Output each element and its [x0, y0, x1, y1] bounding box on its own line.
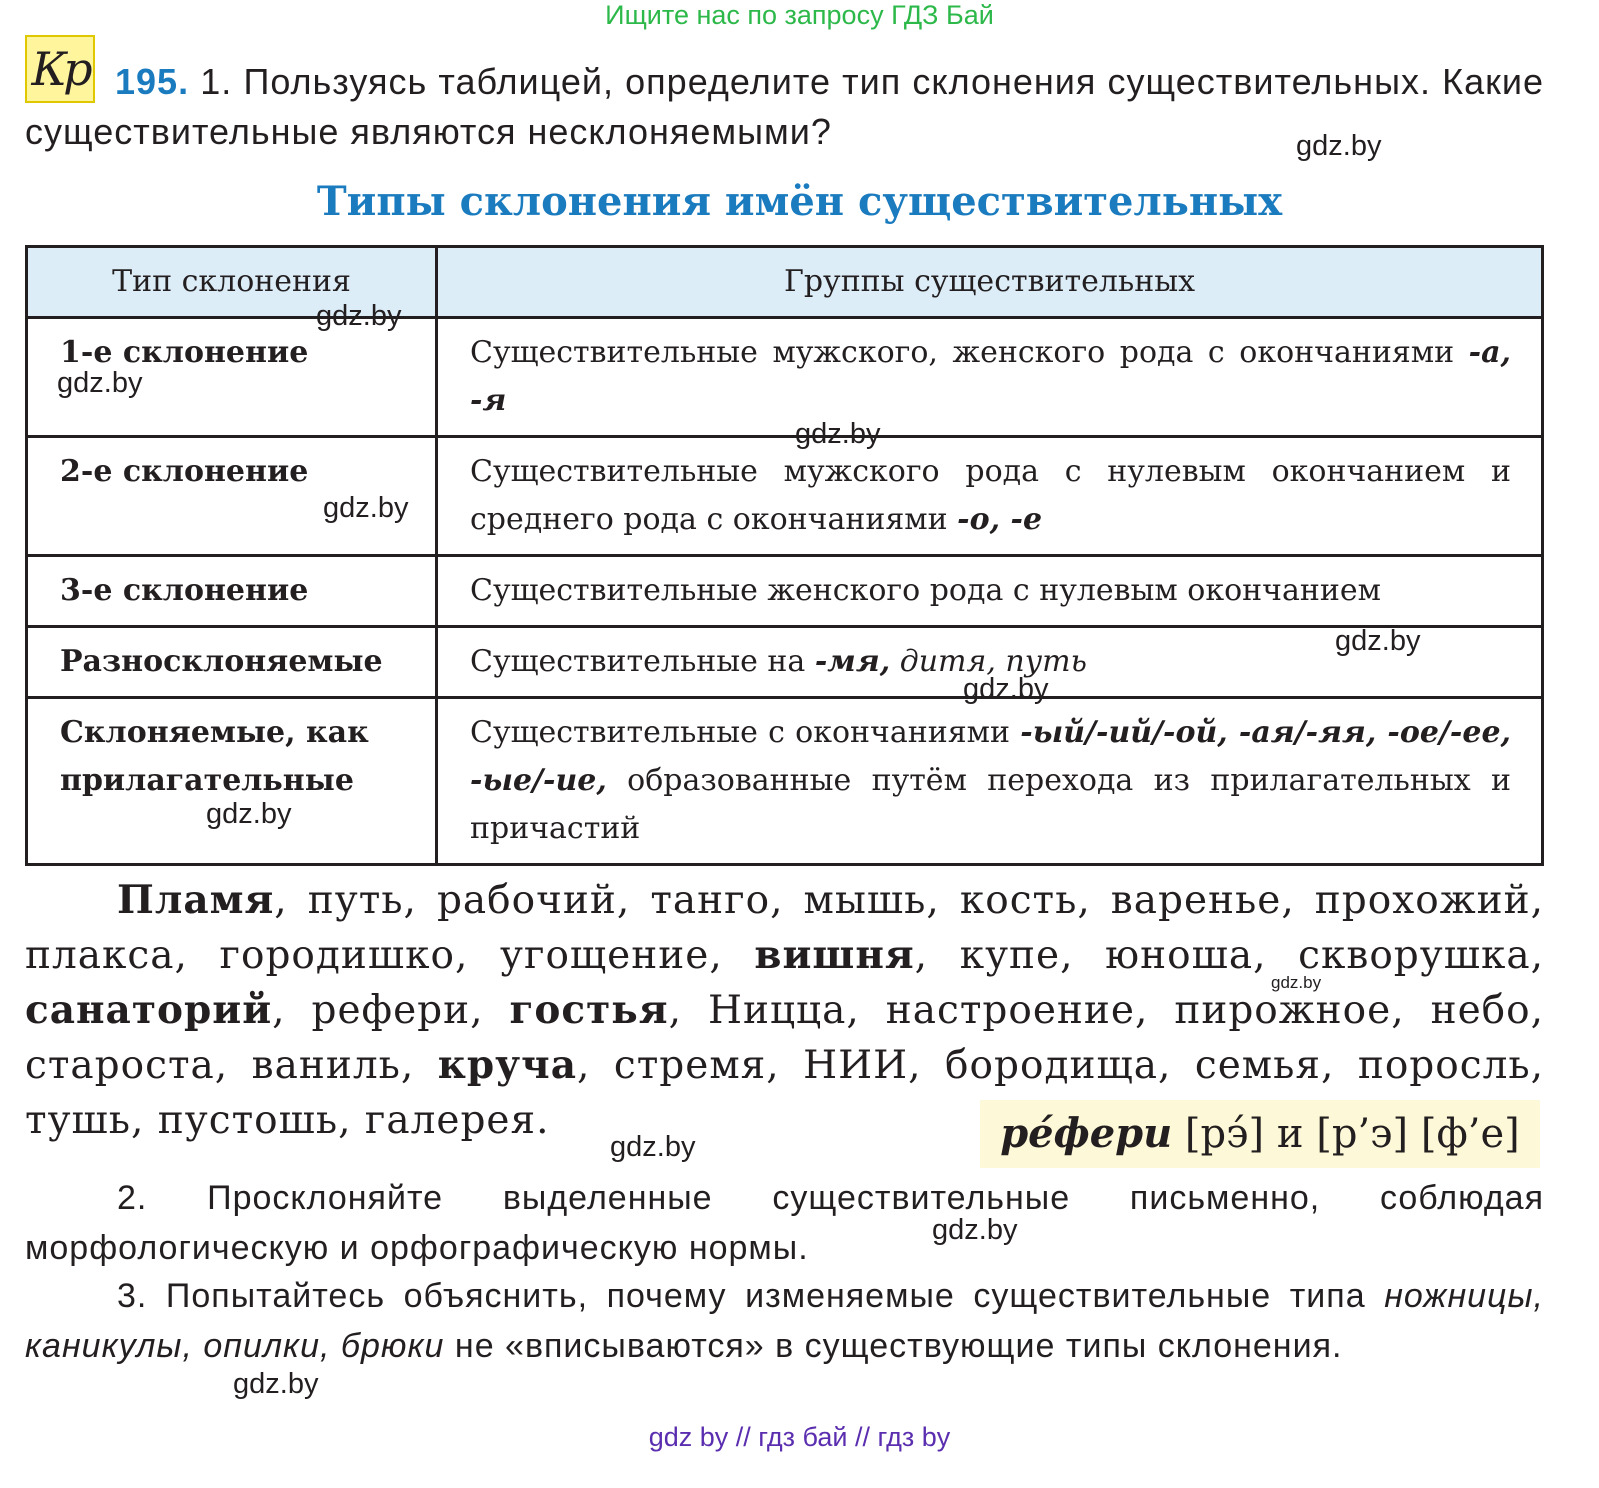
- highlighted-noun: санаторий: [25, 987, 273, 1033]
- task-2: 2. Просклоняйте выделенные существительные письменно, соблюдая морфологическую и орфографическую нормы.: [25, 1179, 1544, 1267]
- declension-type: 3-е склонение: [27, 556, 437, 627]
- table-row: [27, 556, 1543, 627]
- task-1-text: 1. Пользуясь таблицей, определите тип склонения существительных. Какие существительные являются несклоняемыми?: [25, 61, 1544, 152]
- task-3-examples: ножницы, каникулы, опилки, брюки: [25, 1277, 1544, 1365]
- watermark: gdz.by: [1335, 625, 1421, 657]
- table-row: [27, 318, 1543, 437]
- watermark: gdz.by: [323, 492, 409, 524]
- header-groups: Группы существительных: [437, 247, 1543, 318]
- declension-type: 1-е склонение: [27, 318, 437, 437]
- word-text: , Ницца, настроение, пирожное, небо, староста, ваниль,: [25, 988, 1545, 1088]
- declension-type: Склоняемые, как прилагательные: [27, 698, 437, 865]
- table-header-row: [27, 247, 1543, 318]
- table-row: [27, 627, 1543, 698]
- highlighted-noun: Пламя: [117, 877, 275, 923]
- watermark: gdz.by: [206, 798, 292, 830]
- task-number: 195.: [115, 61, 190, 102]
- declension-description: Существительные мужского рода с нулевым окончанием и среднего рода с окончаниями -о, -е: [437, 437, 1543, 556]
- top-watermark: Ищите нас по запросу ГДЗ Бай: [605, 0, 994, 30]
- pronunciation-word: ре́фери: [1000, 1110, 1173, 1157]
- word-text: , путь, рабочий, танго, мышь, кость, варенье, прохожий, плакса, городишко, угощение,: [25, 878, 1544, 978]
- watermark: gdz.by: [963, 673, 1049, 705]
- word-text: , купе, юноша, скворушка,: [914, 933, 1544, 978]
- pronunciation-transcription: [рэ́] и [р’э] [ф’е]: [1184, 1111, 1520, 1157]
- table-row: [27, 437, 1543, 556]
- highlighted-noun: гостья: [509, 987, 669, 1033]
- table-title: Типы склонения имён существительных: [316, 178, 1283, 225]
- watermark: gdz.by: [233, 1368, 319, 1400]
- watermark: gdz.by: [316, 300, 402, 332]
- watermark: gdz.by: [1296, 130, 1382, 162]
- declension-table: [25, 245, 1544, 866]
- watermark: gdz.by: [57, 367, 143, 399]
- watermark: gdz.by: [795, 418, 881, 450]
- pronunciation-note: [980, 1100, 1540, 1168]
- word-text: , стремя, НИИ, бородища, семья, поросль, тушь, пустошь, галерея.: [25, 1043, 1544, 1143]
- header-type: Тип склонения: [27, 247, 437, 318]
- declension-description: Существительные с окончаниями -ый/-ий/-ой, -ая/-яя, -ое/-ее, -ые/-ие, образованные путём перехода из прилагательных и причастий: [437, 698, 1543, 865]
- watermark: gdz.by: [1271, 973, 1322, 992]
- highlighted-noun: круча: [437, 1042, 577, 1088]
- watermark: gdz.by: [610, 1131, 696, 1163]
- declension-type: Разносклоняемые: [27, 627, 437, 698]
- control-work-badge-icon: Кр: [25, 35, 95, 103]
- task-3: 3. Попытайтесь объяснить, почему изменяемые существительные типа ножницы, каникулы, опилки, брюки не «вписываются» в существующие типы склонения.: [25, 1277, 1544, 1365]
- highlighted-noun: вишня: [754, 932, 915, 978]
- watermark: gdz.by: [932, 1214, 1018, 1246]
- declension-description: Существительные женского рода с нулевым окончанием: [437, 556, 1543, 627]
- bottom-watermark: gdz by // гдз бай // гдз by: [648, 1422, 951, 1452]
- word-text: , рефери,: [272, 988, 510, 1033]
- table-row: [27, 698, 1543, 865]
- declension-description: Существительные на -мя, дитя, путь: [437, 627, 1543, 698]
- declension-type: 2-е склонение: [27, 437, 437, 556]
- declension-description: Существительные мужского, женского рода с окончаниями -а, -я: [437, 318, 1543, 437]
